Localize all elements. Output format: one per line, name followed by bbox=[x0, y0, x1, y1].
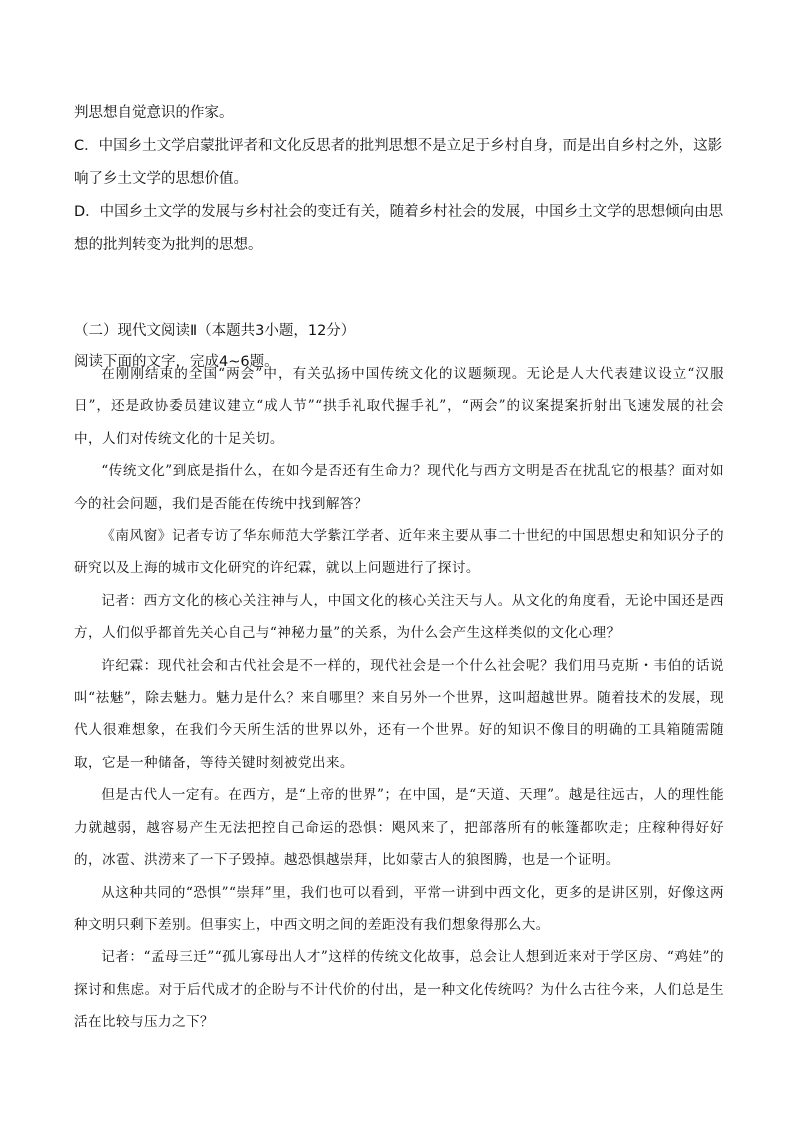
option-b-continuation: 判思想自觉意识的作家。 bbox=[74, 105, 234, 121]
passage-paragraph: 许纪霖：现代社会和古代社会是不一样的，现代社会是一个什么社会呢？我们用马克斯・韦伯的话说叫“祛魅”，除去魅力。魅力是什么？来自哪里？来自另外一个世界，这叫超越世界。随着技术的发展，现代人很难想象，在我们今天所生活的世界以外，还有一个世界。好的知识不像目的明确的工具箱随需随取，它是一种储备，等待关键时刻被党出来。 bbox=[74, 657, 724, 771]
section-instruction: 阅读下面的文字，完成4~6题。 bbox=[74, 354, 279, 370]
option-c: C．中国乡土文学启蒙批评者和文化反思者的批判思想不是立足于乡村自身，而是出自乡村之外，这影响了乡土文学的思想价值。 bbox=[74, 138, 723, 187]
passage-paragraph: 记者：西方文化的核心关注神与人，中国文化的核心关注天与人。从文化的角度看，无论中国还是西方，人们似乎都首先关心自己与“神秘力量”的关系，为什么会产生这样类似的文化心理？ bbox=[74, 592, 724, 642]
reading-passage bbox=[74, 358, 724, 1039]
section-heading: （二）现代文阅读Ⅱ（本题共3小题，12分） bbox=[74, 323, 356, 339]
passage-paragraph: 从这种共同的“恐惧”“崇拜”里，我们也可以看到，平常一讲到中西文化，更多的是讲区别，好像这两种文明只剩下差别。但事实上，中西文明之间的差距没有我们想象得那么大。 bbox=[74, 884, 724, 933]
passage-paragraph: 在刚刚结束的全国“两会”中，有关弘扬中国传统文化的议题频现。无论是人大代表建议设立“汉服日”，还是政协委员建议建立“成人节”“拱手礼取代握手礼”，“两会”的议案提案折射出飞速发展的社会中，人们对传统文化的十足关切。 bbox=[74, 366, 724, 447]
passage-paragraph: “传统文化”到底是指什么，在如今是否还有生命力？现代化与西方文明是否在扰乱它的根基？面对如今的社会问题，我们是否能在传统中找到解答？ bbox=[74, 463, 724, 512]
passage-paragraph: 记者：“孟母三迁”“孤儿寡母出人才”这样的传统文化故事，总会让人想到近来对于学区房、“鸡娃”的探讨和焦虑。对于后代成才的企盼与不计代价的付出，是一种文化传统吗？为什么古往今来，人们总是生活在比较与压力之下？ bbox=[74, 949, 724, 1031]
passage-paragraph: 但是古代人一定有。在西方，是“上帝的世界”；在中国，是“天道、天理”。越是往远古，人的理性能力就越弱，越容易产生无法把控自己命运的恐惧：飓风来了，把部落所有的帐篷都吹走；庄稼种得好好的，冰雹、洪涝来了一下子毁掉。越恐惧越崇拜，比如蒙古人的狼图腾，也是一个证明。 bbox=[74, 787, 724, 869]
passage-paragraph: 《南风窗》记者专访了华东师范大学紫江学者、近年来主要从事二十世纪的中国思想史和知识分子的研究以及上海的城市文化研究的许纪霖，就以上问题进行了探讨。 bbox=[74, 528, 724, 577]
question-3-options bbox=[74, 97, 724, 262]
option-d: D．中国乡土文学的发展与乡村社会的变迁有关，随着乡村社会的发展，中国乡土文学的思想倾向由思想的批判转变为批判的思想。 bbox=[74, 204, 724, 253]
